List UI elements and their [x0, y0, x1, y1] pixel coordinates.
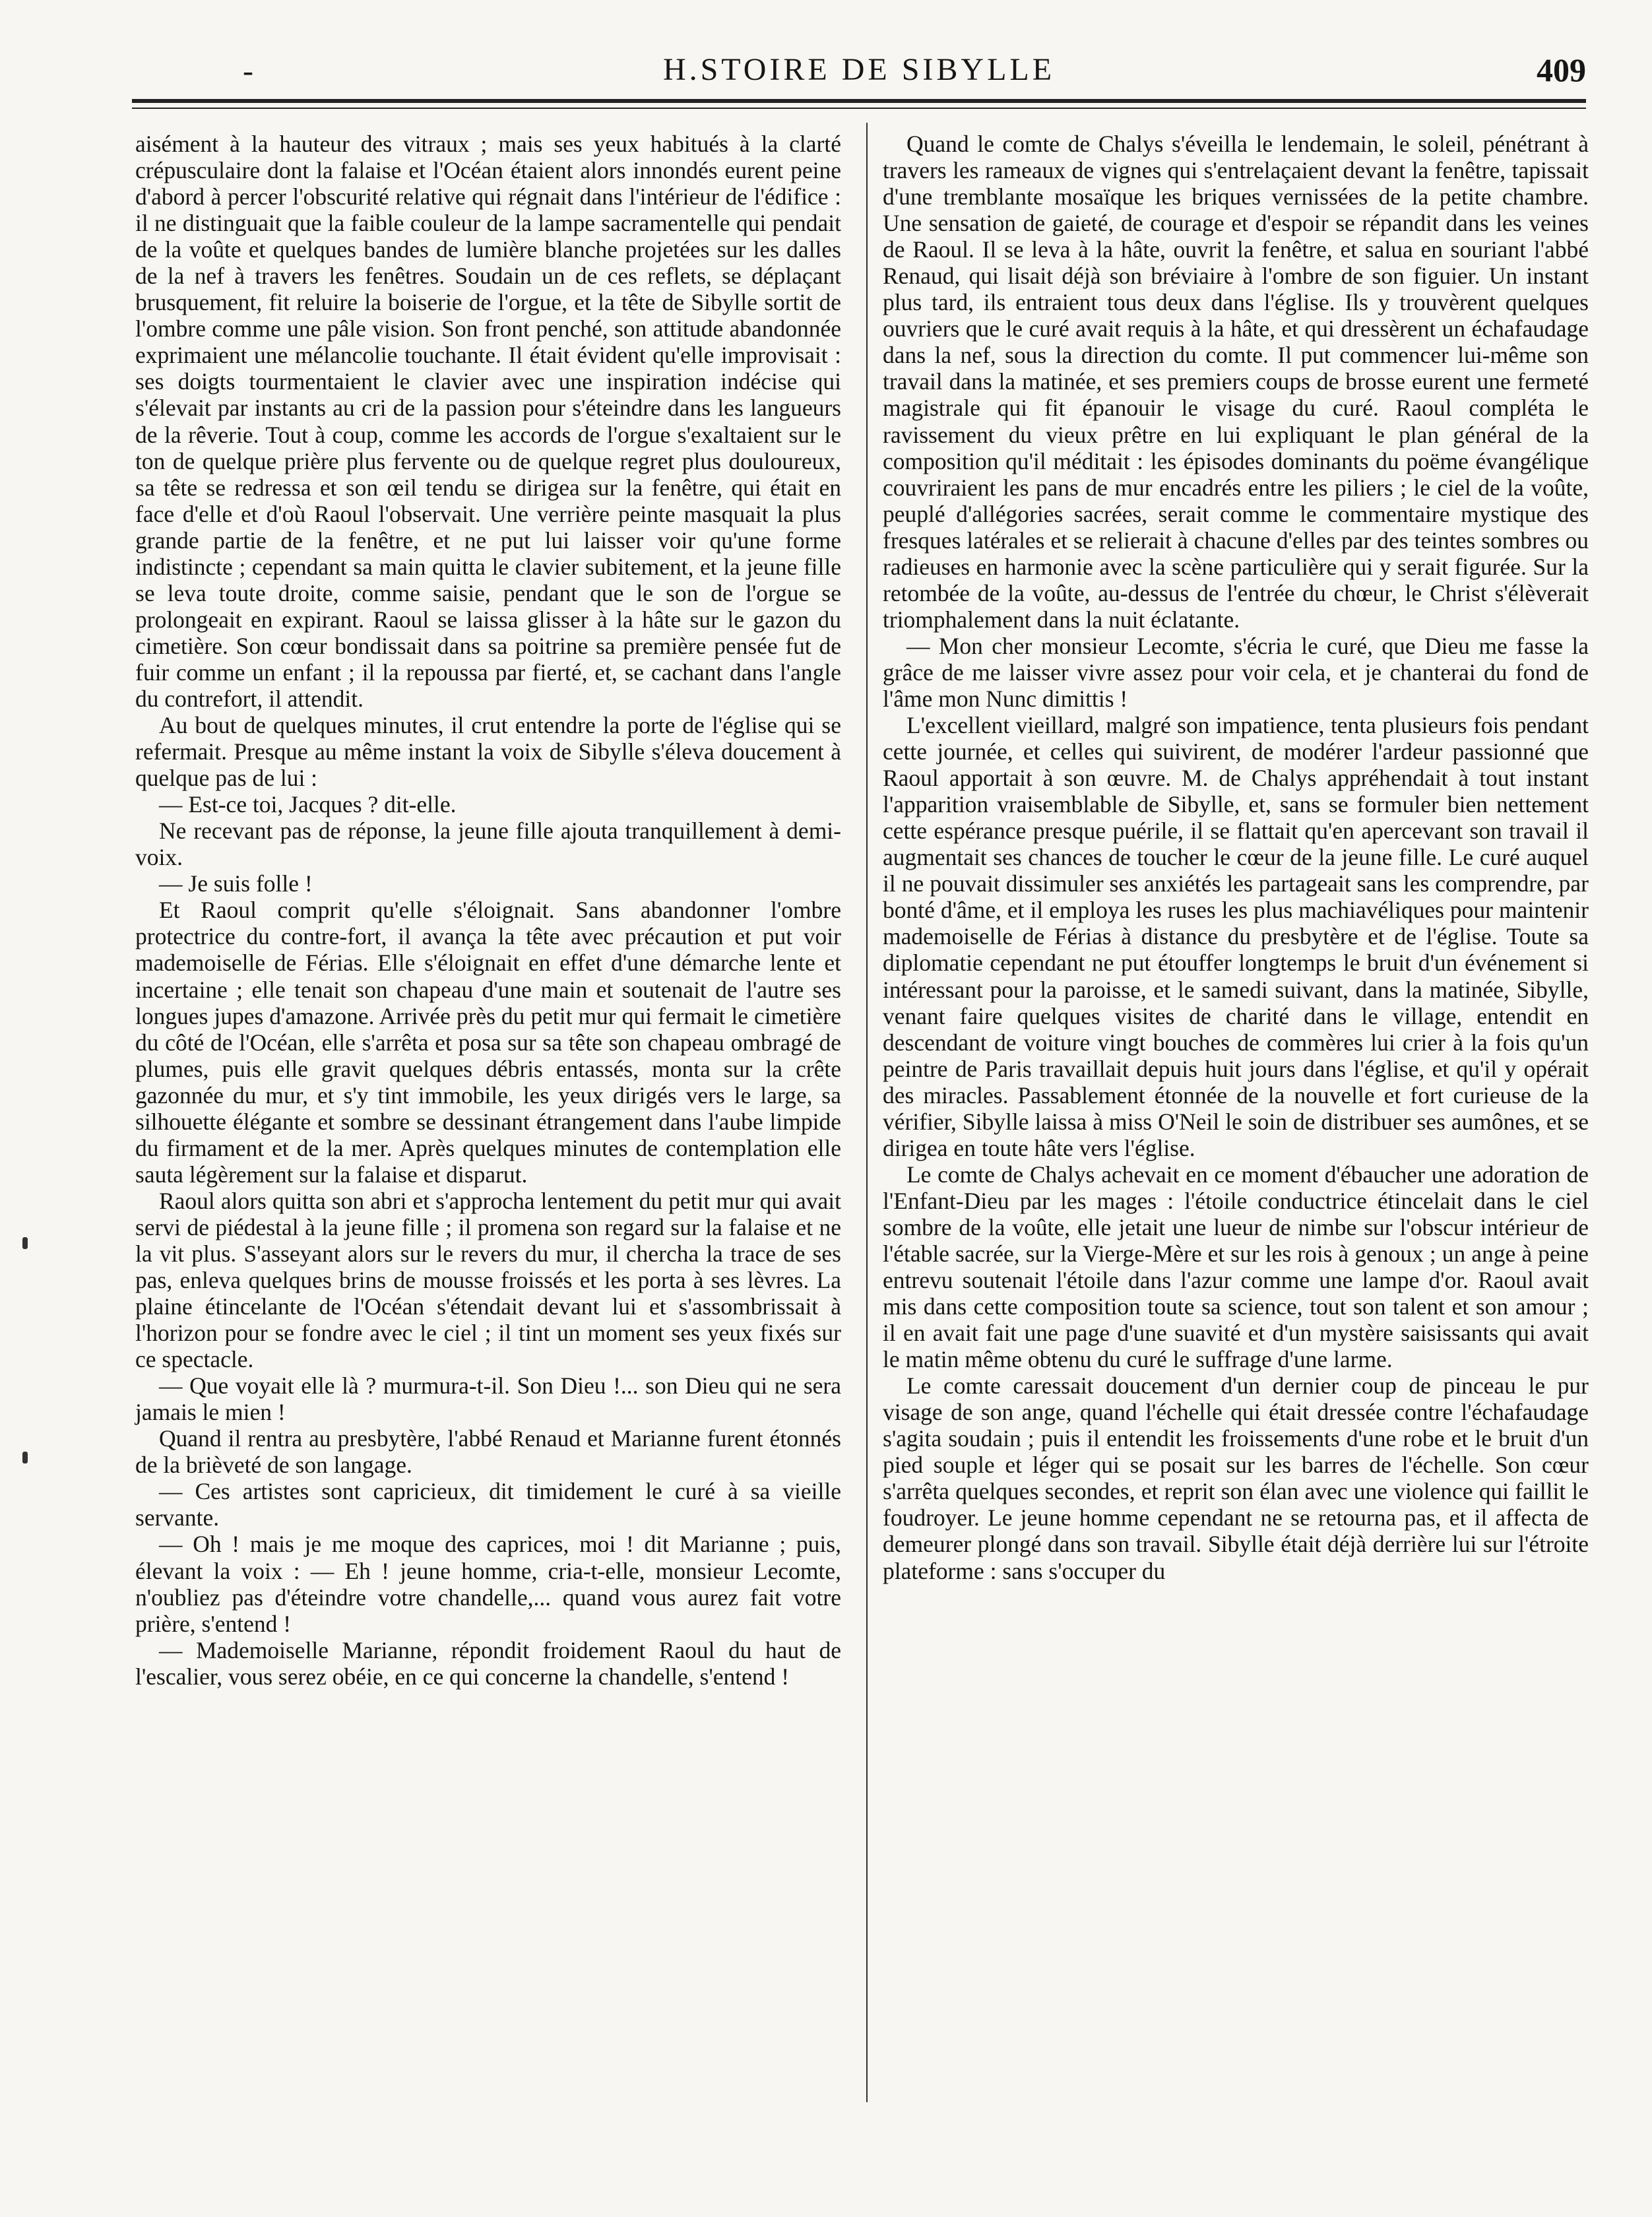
header-rule-thick: [132, 99, 1586, 103]
left-paragraph: — Que voyait elle là ? murmura-t-il. Son Dieu !... son Dieu qui ne sera jamais le mien !: [135, 1372, 841, 1426]
right-paragraph: Quand le comte de Chalys s'éveilla le lendemain, le soleil, pénétrant à travers les rameaux de vignes qui s'entrelaçaient devant la fenêtre, tapissait d'une tremblante mosaïque les briques vernissées de la petite chambre. Une sensation de gaieté, de courage et d'espoir se répandit dans les veines de Raoul. Il se leva à la hâte, ouvrit la fenêtre, et salua en souriant l'abbé Renaud, qui lisait déjà son bréviaire à l'ombre de son figuier. Un instant plus tard, ils entraient tous deux dans l'église. Ils y trouvèrent quelques ouvriers que le curé avait requis à la hâte, et qui dressèrent un échafaudage dans la nef, sous la direction du comte. Il put commencer lui-même son travail dans la matinée, et ses premiers coups de brosse eurent une fermeté magistrale qui fit épanouir le visage du curé. Raoul compléta le ravissement du vieux prêtre en lui expliquant le plan général de la composition qu'il méditait : les épisodes dominants du poëme évangélique couvriraient les pans de mur encadrés entre les piliers ; le ciel de la voûte, peuplé d'allégories sacrées, serait comme le commentaire mystique des fresques latérales et se relierait à chacune d'elles par des teintes sombres ou radieuses en harmonie avec la scène particulière qui y serait figurée. Sur la retombée de la voûte, au-dessus de l'entrée du chœur, le Christ s'élèverait triomphalement dans la nuit éclatante.: [883, 131, 1589, 633]
right-paragraph: Le comte de Chalys achevait en ce moment d'ébaucher une adoration de l'Enfant-Dieu par les mages : l'étoile conductrice étincelait dans le ciel sombre de la voûte, elle jetait une lueur de nimbe sur l'obscur intérieur de l'étable sacrée, sur la Vierge-Mère et sur les rois à genoux ; un ange à peine entrevu soutenait l'étoile dans l'azur comme une lampe d'or. Raoul avait mis dans cette composition toute sa science, tout son talent et son amour ; il en avait fait une page d'une suavité et d'un mystère saisissants qui avait le matin même obtenu du curé le suffrage d'une larme.: [883, 1161, 1589, 1373]
page-number: 409: [1537, 51, 1586, 88]
right-paragraph: — Mon cher monsieur Lecomte, s'écria le curé, que Dieu me fasse la grâce de me laisser vivre assez pour voir cela, et je chanterai du fond de l'âme mon Nunc dimittis !: [883, 632, 1589, 712]
left-paragraph: — Est-ce toi, Jacques ? dit-elle.: [159, 791, 457, 818]
left-paragraph: — Oh ! mais je me moque des caprices, moi ! dit Marianne ; puis, élevant la voix : — Eh ! jeune homme, cria-t-elle, monsieur Lecomte, n'oubliez pas d'éteindre votre chandelle,... quand vous aurez fait votre prière, s'entend !: [135, 1531, 841, 1637]
left-paragraph: — Mademoiselle Marianne, répondit froidement Raoul du haut de l'escalier, vous serez obéie, en ce qui concerne la chandelle, s'entend !: [135, 1636, 841, 1690]
left-column: [135, 131, 841, 2110]
left-paragraph: Au bout de quelques minutes, il crut entendre la porte de l'église qui se refermait. Presque au même instant la voix de Sibylle s'éleva doucement à quelque pas de lui :: [135, 712, 841, 792]
right-column: [883, 131, 1589, 2110]
column-divider: [866, 123, 868, 2102]
left-paragraph: Quand il rentra au presbytère, l'abbé Renaud et Marianne furent étonnés de la brièveté de son langage.: [135, 1425, 841, 1479]
right-paragraph: L'excellent vieillard, malgré son impatience, tenta plusieurs fois pendant cette journée, et celles qui suivirent, de modérer l'ardeur passionné que Raoul apportait à son œuvre. M. de Chalys appréhendait à tout instant l'apparition vraisemblable de Sibylle, et, sans se formuler bien nettement cette espérance presque puérile, il se flattait qu'en apercevant son travail il augmentait ses chances de toucher le cœur de la jeune fille. Le curé auquel il ne pouvait dissimuler ses anxiétés les partageait sans les comprendre, par bonté d'âme, et il employa les ruses les plus machiavéliques pour maintenir mademoiselle de Férias à distance du presbytère et de l'église. Toute sa diplomatie cependant ne put étouffer longtemps le bruit d'un événement si intéressant pour la paroisse, et le samedi suivant, dans la matinée, Sibylle, venant faire quelques visites de charité dans le village, entendit en descendant de voiture vingt bouches de commères lui crier à la fois qu'un peintre de Paris travaillait depuis huit jours dans l'église, et qu'il y opérait des miracles. Passablement étonnée de la nouvelle et fort curieuse de la vérifier, Sibylle laissa à miss O'Neil le soin de distribuer ses aumônes, et se dirigea en toute hâte vers l'église.: [883, 712, 1589, 1161]
margin-mark: [22, 1452, 28, 1463]
left-paragraph: Ne recevant pas de réponse, la jeune fille ajouta tranquillement à demi-voix.: [135, 818, 841, 871]
right-paragraph: Le comte caressait doucement d'un dernier coup de pinceau le pur visage de son ange, quand l'échelle qui était dressée contre l'échafaudage s'agita soudain ; puis il entendit les froissements d'une robe et le bruit d'un pied souple et léger qui se posait sur les barres de l'échelle. Son cœur s'arrêta quelques secondes, et reprit son élan avec une violence qui faillit le foudroyer. Le jeune homme cependant ne se retourna pas, et il affecta de demeurer plongé dans son travail. Sibylle était déjà derrière lui sur l'étroite plateforme : sans s'occuper du: [883, 1372, 1589, 1584]
margin-mark: [22, 1237, 28, 1249]
left-paragraph: — Je suis folle !: [159, 870, 313, 897]
left-paragraph: Et Raoul comprit qu'elle s'éloignait. Sans abandonner l'ombre protectrice du contre-fort, il avança la tête avec précaution et put voir mademoiselle de Férias. Elle s'éloignait en effet d'une démarche lente et incertaine ; elle tenait son chapeau d'une main et soutenait de l'autre ses longues jupes d'amazone. Arrivée près du petit mur qui fermait le cimetière du côté de l'Océan, elle s'arrêta et posa sur sa tête son chapeau ombragé de plumes, puis elle gravit quelques débris entassés, monta sur la crête gazonnée du mur, et s'y tint immobile, les yeux dirigés vers le large, sa silhouette élégante et sombre se dessinant étrangement dans l'aube limpide du firmament et de la mer. Après quelques minutes de contemplation elle sauta légèrement sur la falaise et disparut.: [135, 897, 841, 1188]
header-dash: -: [243, 53, 253, 88]
left-paragraph: aisément à la hauteur des vitraux ; mais ses yeux habitués à la clarté crépusculaire dont la falaise et l'Océan étaient alors innondés eurent peine d'abord à percer l'obscurité relative qui régnait dans l'intérieur de l'édifice : il ne distinguait que la faible couleur de la lampe sacramentelle qui pendait de la voûte et quelques bandes de lumière blanche projetées sur les dalles de la nef à travers les fenêtres. Soudain un de ces reflets, se déplaçant brusquement, fit reluire la boiserie de l'orgue, et la tête de Sibylle sortit de l'ombre comme une pâle vision. Son front penché, son attitude abandonnée exprimaient une mélancolie touchante. Il était évident qu'elle improvisait : ses doigts tourmentaient le clavier avec une inspiration indécise qui s'élevait par instants au cri de la passion pour s'éteindre dans les langueurs de la rêverie. Tout à coup, comme les accords de l'orgue s'exaltaient sur le ton de quelque prière plus fervente ou de quelque regret plus douloureux, sa tête se redressa et son œil tendu se dirigea sur la fenêtre, qui était en face d'elle et d'où Raoul l'observait. Une verrière peinte masquait la plus grande partie de la fenêtre, et ne put lui laisser voir qu'une forme indistincte ; cependant sa main quitta le clavier subitement, et la jeune fille se leva toute droite, comme saisie, pendant que le son de l'orgue se prolongeait en expirant. Raoul se laissa glisser à la hâte sur le gazon du cimetière. Son cœur bondissait dans sa poitrine sa première pensée fut de fuir comme un enfant ; il la repoussa par fierté, et, se cachant dans l'angle du contrefort, il attendit.: [135, 131, 841, 712]
running-header: [132, 45, 1586, 98]
running-title: H.STOIRE DE SIBYLLE: [662, 52, 1056, 87]
left-paragraph: — Ces artistes sont capricieux, dit timidement le curé à sa vieille servante.: [135, 1478, 841, 1531]
header-rule-thin: [132, 108, 1586, 109]
left-paragraph: Raoul alors quitta son abri et s'approcha lentement du petit mur qui avait servi de piédestal à la jeune fille ; il promena son regard sur la falaise et ne la vit plus. S'asseyant alors sur le revers du mur, il chercha la trace de ses pas, enleva quelques brins de mousse froissés et les porta à ses lèvres. La plaine étincelante de l'Océan s'étendait devant lui et s'assombrissait à l'horizon pour se fondre avec le ciel ; il tint un moment ses yeux fixés sur ce spectacle.: [135, 1187, 841, 1373]
